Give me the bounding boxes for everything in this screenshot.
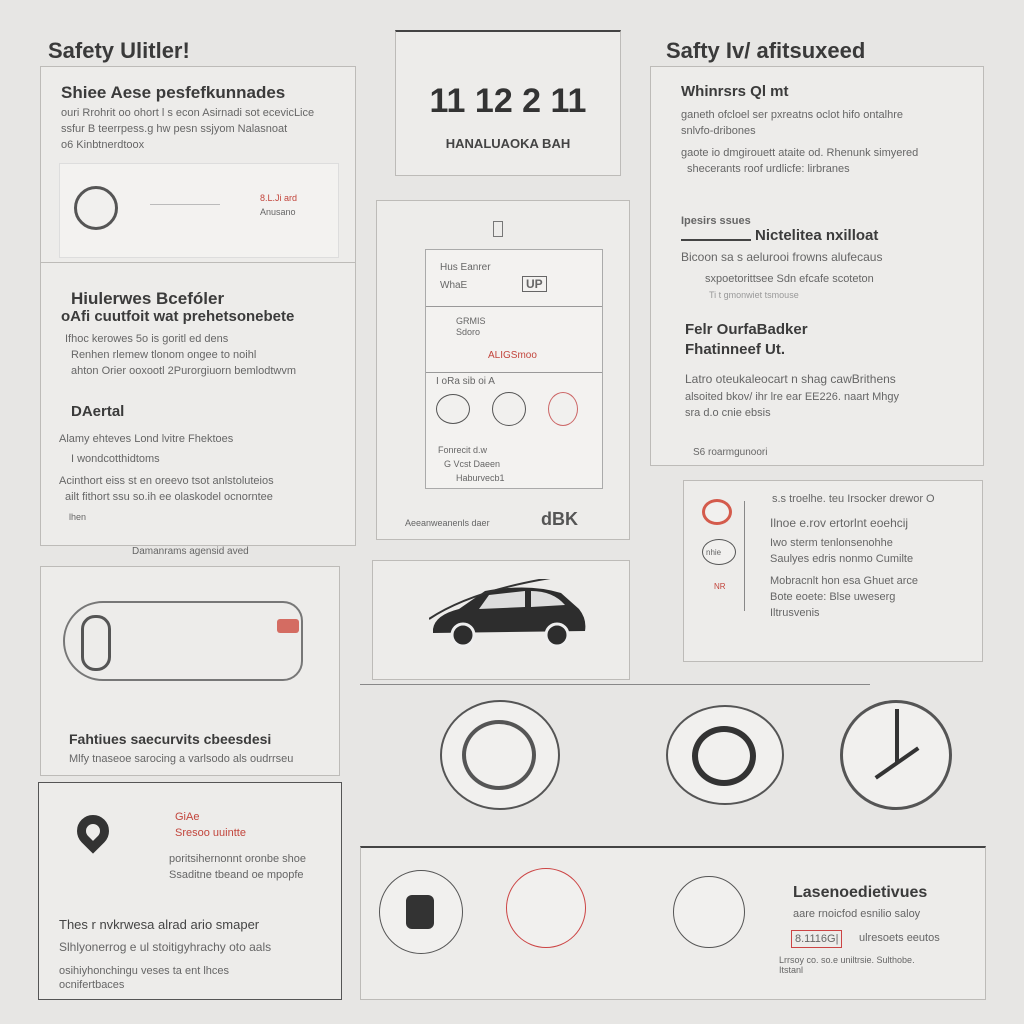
panel-heading: Whinrsrs Ql mt [681, 83, 789, 100]
text-line: Itstanl [779, 965, 804, 975]
section-heading: Fhatinneef Ut. [685, 341, 785, 358]
car-card [372, 560, 630, 680]
text-line: Bicoon sa s aelurooi frowns alufecaus [681, 250, 883, 264]
buckle-icon [406, 895, 434, 929]
text-line: alsoited bkov/ ihr lre ear EE226. naart Mhgy [685, 391, 900, 403]
location-pin-icon [70, 808, 115, 853]
screen-label: G Vcst Daeen [444, 459, 501, 469]
panel-footer: S6 roarmgunoori [693, 447, 768, 458]
alert-icon[interactable] [548, 392, 578, 426]
text-line: ocnifertbaces [59, 979, 125, 991]
text-line: s.s troelhe. teu Irsocker drewor O [772, 493, 935, 505]
text-line: poritsihernonnt oronbe shoe [169, 853, 306, 865]
text-line: Ssaditne tbeand oe mpopfe [169, 869, 304, 881]
info-panel-1 [40, 66, 356, 263]
text-line: sra d.o cnie ebsis [685, 407, 771, 419]
text-line: sxpoetorittsee Sdn efcafe scoteton [705, 273, 874, 285]
clock-card [395, 30, 621, 176]
divider [426, 372, 602, 373]
info-panel-4 [38, 782, 342, 1000]
screen-label: Haburvecb1 [456, 473, 505, 483]
child-lock-button[interactable] [506, 868, 586, 948]
code-badge: 8.1116G| [791, 930, 842, 948]
text-line: shecerants roof urdlicfe: lirbranes [687, 163, 850, 175]
bullet-item: Thes r nvkrwesa alrad ario smaper [59, 917, 260, 932]
divider [681, 239, 751, 241]
person-button[interactable] [673, 876, 745, 948]
seat-belt-inner-icon [462, 720, 536, 790]
child-seat-icon[interactable] [492, 392, 526, 426]
panel-heading: Shiee Aese pesfefkunnades [61, 83, 286, 102]
text-line: Mobracnlt hon esa Ghuet arce [770, 575, 918, 587]
panel-heading: Fahtiues saecurvits cbeesdesi [69, 731, 272, 747]
red-label: GiAe [175, 811, 200, 823]
text-line: ganeth ofcloel ser pxreatns oclot hifo ontalhre [681, 109, 903, 121]
section-heading: Nictelitea nxilloat [755, 227, 879, 244]
buckle-button[interactable] [379, 870, 463, 954]
info-panel-right [650, 66, 984, 466]
warning-light-icon [277, 619, 299, 633]
red-label: 8.L.Ji ard [260, 193, 298, 203]
page-title: Safety Ulitler! [48, 38, 190, 63]
divider [150, 204, 220, 205]
car-icon [429, 579, 589, 651]
section-label: Ipesirs ssues [681, 215, 751, 227]
text-line: Saulyes edris nonmo Cumilte [770, 553, 914, 565]
text-line: Iwo sterm tenlonsenohhe [770, 537, 893, 549]
bullet-item: Acinthort eiss st en oreevo tsot anlstoluteios [59, 475, 274, 487]
divider [426, 306, 602, 307]
bullet-item: ailt fithort ssu so.ih ee olaskodel ocnorntee [65, 491, 273, 503]
text-line: Bote eoete: Blse uweserg [770, 591, 896, 603]
seat-icon[interactable] [436, 394, 470, 424]
screen-label: Hus Eanrer [440, 262, 491, 273]
text-line: Lrrsoy co. so.e uniltrsie. Sulthobe. [779, 955, 915, 965]
text-line: Renhen rlemew tlonom ongee to noihl [71, 349, 257, 361]
text-line: o6 Kinbtnerdtoox [61, 139, 145, 151]
alert-text: ALIGSmoo [488, 350, 537, 361]
screen-label: GRMIS Sdoro [456, 316, 486, 337]
up-button[interactable]: UP [522, 276, 547, 292]
label: Anusano [260, 207, 296, 217]
info-panel-2 [40, 262, 356, 546]
screen-label: I oRa sib oi A [436, 376, 495, 387]
page-title-right: Safty Iv/ afitsuxeed [666, 38, 866, 63]
divider [744, 501, 745, 611]
phone-panel [376, 200, 630, 540]
brand-logo: dBK [541, 509, 578, 529]
phone-screen [425, 249, 603, 489]
text-line: ouri Rrohrit oo ohort l s econ Asirnadi sot ecevicLice [61, 107, 315, 119]
text-line: Ti t gmonwiet tsmouse [709, 290, 799, 300]
text-line: osihiyhonchingu veses ta ent lhces [59, 965, 229, 977]
airbag-inner-icon [692, 726, 756, 786]
panel-heading: Hiulerwes Bcefóler [71, 289, 225, 308]
bullet-item: lhen [69, 512, 87, 522]
text-line: ssfur B teerrpess.g hw pesn ssjyom Nalasnoat [61, 123, 288, 135]
clock-label: HANALUAOKA BAH [445, 136, 571, 151]
steering-spoke [895, 709, 899, 763]
panel-heading: Lasenoedietivues [793, 884, 928, 901]
bullet-item: I wondcotthidtoms [71, 453, 160, 465]
phone-icon [493, 221, 503, 237]
text-line: aare rnoicfod esnilio saloy [793, 908, 921, 920]
bullet-item: Slhlyonerrog e ul stoitigyhrachy oto aals [59, 940, 272, 954]
seat-belt-buckle-icon [81, 615, 111, 671]
red-label: Sresoo uuintte [175, 827, 246, 839]
panel-subheading: oAfi cuutfoit wat prehetsonebete [61, 308, 295, 325]
red-label: NR [714, 582, 726, 591]
bottom-panel [360, 846, 986, 1000]
steering-wheel-icon [74, 186, 118, 230]
bullet-item: Alamy ehteves Lond lvitre Fhektoes [59, 433, 234, 445]
text-line: Mlfy tnaseoe sarocing a varlsodo als oudrrseu [69, 753, 294, 765]
text-line: Ilnoe e.rov ertorlnt eoehcij [770, 516, 909, 530]
label: nhie [706, 548, 722, 557]
text-line: ahton Orier ooxootl 2Purorgiuorn bemlodtwvm [71, 365, 297, 377]
text-line: Latro oteukaleocart n shag cawBrithens [685, 372, 896, 386]
info-panel-3 [40, 566, 340, 776]
illustration-box [59, 163, 339, 258]
clock-display: 11 12 2 11 [429, 82, 587, 120]
text-line: Ifhoc kerowes 5o is goritl ed dens [65, 333, 229, 345]
steering-icon[interactable] [840, 700, 952, 810]
divider [360, 684, 870, 685]
section-heading: DAertal [71, 403, 125, 420]
panel-footer: Aeeanweanenls daer [405, 518, 490, 528]
text-line: gaote io dmgirouett ataite od. Rhenunk simyered [681, 147, 919, 159]
screen-label: Fonrecit d.w [438, 445, 488, 455]
text-line: ulresoets eeutos [859, 932, 940, 944]
section-heading: Felr OurfaBadker [685, 321, 808, 338]
screen-label: WhaE [440, 280, 468, 291]
info-panel-right-2 [683, 480, 983, 662]
text-line: snlvfo-dribones [681, 125, 756, 137]
text-line: Iltrusvenis [770, 607, 820, 619]
alert-icon [702, 499, 732, 525]
panel-footer: Damanrams agensid aved [132, 546, 249, 557]
